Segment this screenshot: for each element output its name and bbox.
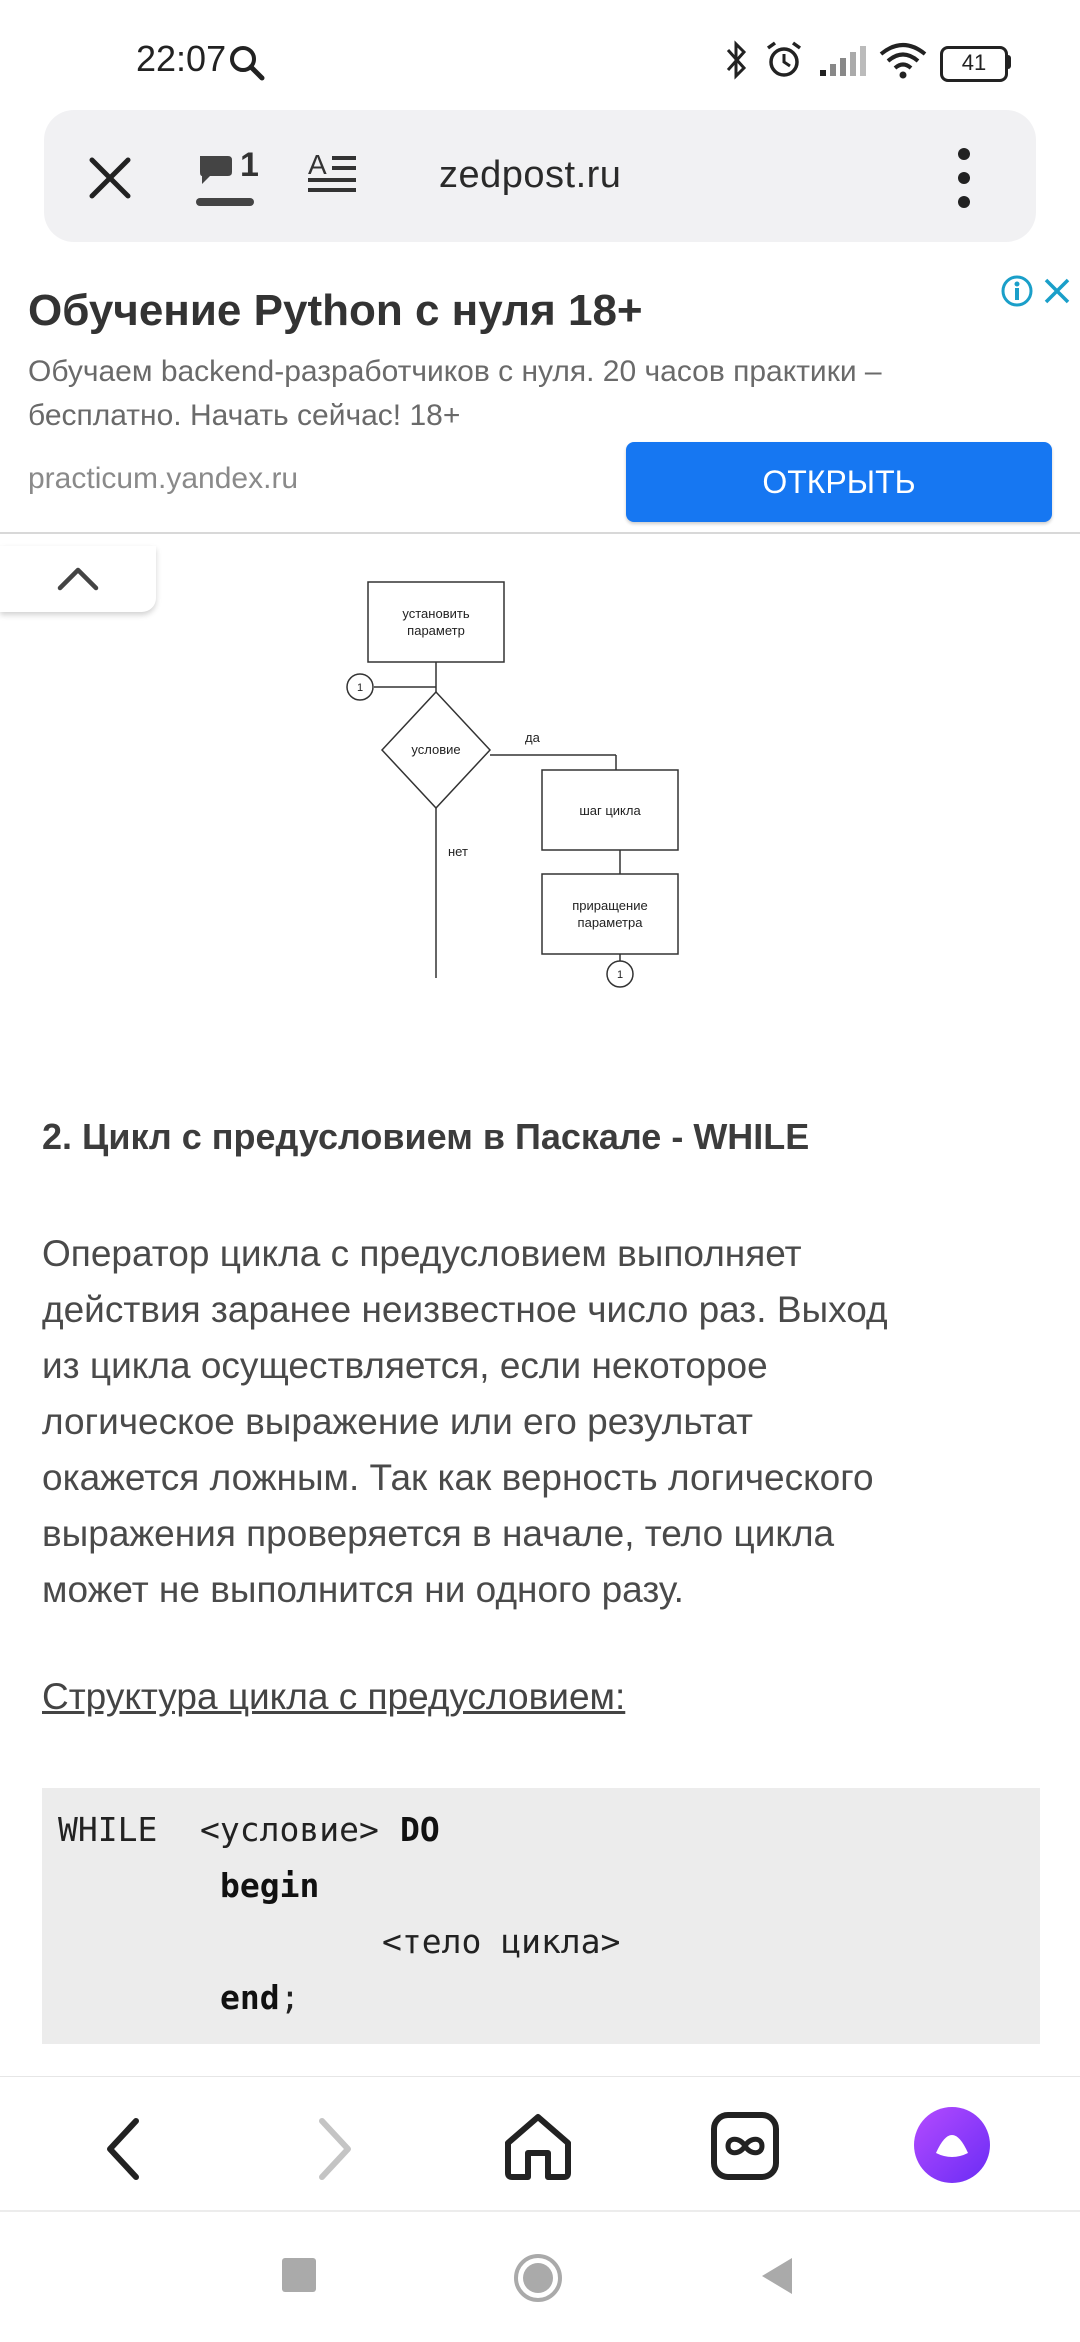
paragraph-line: логическое выражение или его результат <box>42 1401 753 1442</box>
flowchart-box-increment-line1: приращение <box>572 898 648 913</box>
comments-button[interactable] <box>196 146 266 210</box>
article-paragraph <box>42 1226 1042 1618</box>
collapse-ad-button[interactable] <box>0 546 156 612</box>
comments-count: 1 <box>240 146 259 184</box>
domain-label[interactable]: zedpost.ru <box>439 154 622 196</box>
home-icon[interactable] <box>502 2111 574 2183</box>
back-triangle-icon[interactable] <box>760 2256 794 2296</box>
section-heading: 2. Цикл с предусловием в Паскале - WHILE <box>42 1116 810 1157</box>
recents-icon[interactable] <box>282 2258 316 2292</box>
paragraph-line: окажется ложным. Так как верность логического <box>42 1457 874 1498</box>
code-end: end <box>220 1978 280 2017</box>
flowchart-box-step-label: шаг цикла <box>579 803 641 818</box>
structure-subheading: Структура цикла с предусловием: <box>42 1676 626 1717</box>
close-icon[interactable] <box>88 156 132 200</box>
flowchart-box-increment-line2: параметра <box>577 915 643 930</box>
flowchart-no-label: нет <box>448 844 468 859</box>
forward-icon[interactable] <box>314 2117 354 2181</box>
flowchart-image <box>330 570 710 1000</box>
flowchart-yes-label: да <box>525 730 540 745</box>
ad-open-button[interactable]: ОТКРЫТЬ <box>626 442 1052 522</box>
status-time: 22:07 <box>136 38 227 79</box>
code-body: <тело цикла> <box>382 1922 621 1961</box>
paragraph-line: может не выполнится ни одного разу. <box>42 1569 684 1610</box>
flowchart-box-set-param-line2: параметр <box>407 623 465 638</box>
code-condition: <условие> <box>200 1810 379 1849</box>
code-do: DO <box>400 1810 440 1849</box>
more-menu-icon[interactable] <box>952 146 976 210</box>
paragraph-line: из цикла осуществляется, если некоторое <box>42 1345 768 1386</box>
flowchart-box-set-param <box>368 582 504 662</box>
paragraph-line: Оператор цикла с предусловием выполняет <box>42 1233 802 1274</box>
paragraph-line: действия заранее неизвестное число раз. Выход <box>42 1289 888 1330</box>
flowchart-box-increment <box>542 874 678 954</box>
search-icon <box>228 44 266 82</box>
flowchart-decision-label: условие <box>411 742 461 757</box>
code-semicolon: ; <box>280 1978 300 2017</box>
wifi-icon <box>878 42 928 80</box>
tabs-icon[interactable] <box>710 2111 780 2181</box>
alice-assistant-icon[interactable] <box>912 2105 992 2185</box>
signal-icon <box>818 44 866 78</box>
svg-text:A: A <box>308 149 327 180</box>
alarm-icon <box>764 40 804 80</box>
reader-mode-icon[interactable] <box>306 148 358 200</box>
ad-close-icon[interactable] <box>1042 276 1072 306</box>
code-begin: begin <box>220 1866 320 1905</box>
ad-banner[interactable] <box>0 266 1080 534</box>
back-icon[interactable] <box>104 2117 144 2181</box>
ad-url[interactable]: practicum.yandex.ru <box>28 462 299 495</box>
ad-title[interactable]: Обучение Python с нуля 18+ <box>28 286 643 335</box>
battery-icon <box>940 46 1008 82</box>
flowchart-connector-top-label: 1 <box>356 682 364 694</box>
info-icon[interactable] <box>1000 274 1034 308</box>
ad-body[interactable]: Обучаем backend-разработчиков с нуля. 20 часов практики – бесплатно. Начать сейчас! 18+ <box>28 355 882 432</box>
code-block <box>42 1788 1040 2044</box>
status-bar <box>0 0 1080 108</box>
bluetooth-icon <box>724 40 750 80</box>
home-circle-icon[interactable] <box>512 2252 564 2304</box>
flowchart-box-set-param-line1: установить <box>402 606 470 621</box>
system-navigation-bar <box>0 2210 1080 2342</box>
battery-level: 41 <box>961 50 987 75</box>
browser-toolbar <box>0 2076 1080 2211</box>
flowchart-connector-bottom-label: 1 <box>616 969 624 981</box>
code-while: WHILE <box>58 1810 158 1849</box>
comment-icon <box>196 152 236 188</box>
comments-underline <box>196 198 254 206</box>
chevron-up-icon <box>56 566 100 592</box>
address-bar <box>44 110 1036 242</box>
paragraph-line: выражения проверяется в начале, тело цикла <box>42 1513 835 1554</box>
battery-tip <box>1006 55 1011 69</box>
